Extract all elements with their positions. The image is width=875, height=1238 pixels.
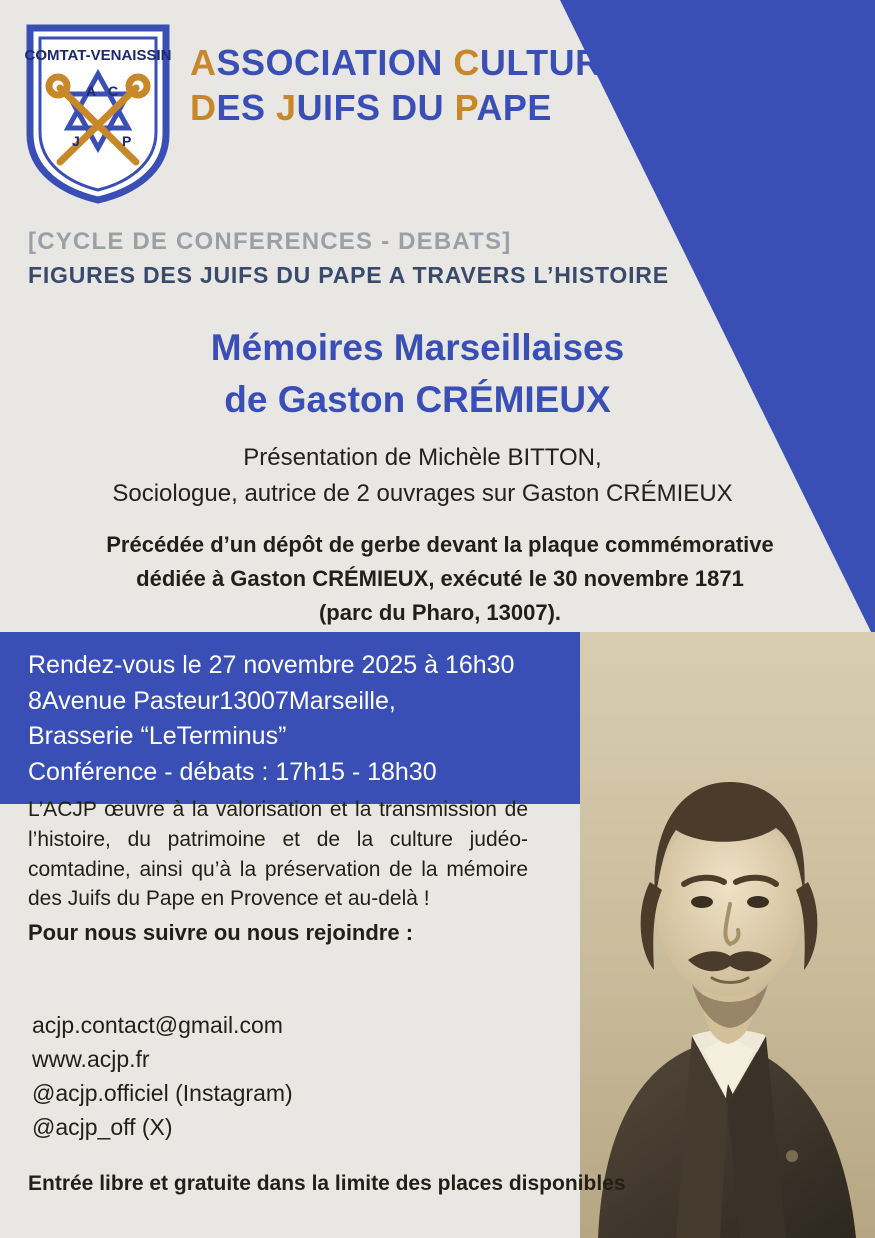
follow-us-label: Pour nous suivre ou nous rejoindre : xyxy=(28,920,414,945)
event-address: 8Avenue Pasteur13007Marseille, xyxy=(28,686,396,715)
svg-text:J: J xyxy=(72,133,80,149)
cycle-theme: FIGURES DES JUIFS DU PAPE A TRAVERS L’HISTOIRE xyxy=(28,262,669,288)
contact-list xyxy=(32,1008,552,1144)
ceremony-preamble xyxy=(55,528,825,630)
contact-x[interactable]: @acjp_off (X) xyxy=(32,1114,173,1141)
org-line1-rest2: ULTURELLE xyxy=(479,42,696,83)
svg-text:P: P xyxy=(122,133,132,149)
org-line1-cap-c: C xyxy=(453,42,480,83)
org-line1-rest1: SSOCIATION xyxy=(216,42,454,83)
org-line2-rest2: UIFS DU xyxy=(296,87,455,128)
event-title-line1: Mémoires Marseillaises xyxy=(210,327,625,368)
contact-email[interactable]: acjp.contact@gmail.com xyxy=(32,1012,283,1038)
contact-instagram[interactable]: @acjp.officiel (Instagram) xyxy=(32,1080,293,1107)
conference-cycle-heading xyxy=(28,228,669,289)
preamble-line1: Précédée d’un dépôt de gerbe devant la plaque commémorative xyxy=(106,532,774,557)
org-line1-cap-a: A xyxy=(190,42,217,83)
preamble-line2: dédiée à Gaston CRÉMIEUX, exécuté le 30 novembre 1871 xyxy=(136,566,744,592)
svg-text:A: A xyxy=(86,83,97,99)
org-line2-cap-j: J xyxy=(276,87,297,128)
speaker-name-line: Présentation de Michèle BITTON, xyxy=(243,444,602,471)
portrait-photo xyxy=(580,632,875,1238)
preamble-line3: (parc du Pharo, 13007). xyxy=(318,600,562,626)
event-datetime: Rendez-vous le 27 novembre 2025 à 16h30 xyxy=(28,651,515,679)
org-line2-cap-d: D xyxy=(190,87,217,128)
organisation-title-line1 xyxy=(190,40,696,85)
org-line2-rest3: APE xyxy=(476,87,552,128)
poster-header xyxy=(24,22,696,204)
event-schedule: Conférence - débats : 17h15 - 18h30 xyxy=(28,757,437,786)
event-title-line2: de Gaston CRÉMIEUX xyxy=(224,378,611,420)
speaker-info xyxy=(0,440,875,512)
event-venue: Brasserie “LeTerminus” xyxy=(28,722,287,750)
cycle-label: [CYCLE DE CONFERENCES - DEBATS] xyxy=(28,228,512,255)
organisation-title-line2 xyxy=(190,85,696,130)
crest-motto-text: COMTAT-VENAISSIN xyxy=(24,47,172,64)
svg-text:C: C xyxy=(108,83,119,99)
admission-note: Entrée libre et gratuite dans la limite des places disponibles xyxy=(28,1172,626,1195)
org-line2-rest1: ES xyxy=(216,87,277,128)
mission-statement: L’ACJP œuvre à la valorisation et la transmission de l’histoire, du patrimoine et de la culture judéo-comtadine, ainsi qu’à la préservation de la mémoire des Juifs du Pape en Provence et au-delà ! xyxy=(28,798,528,911)
speaker-credentials-line: Sociologue, autrice de 2 ouvrages sur Gaston CRÉMIEUX xyxy=(112,480,733,507)
org-line2-cap-p: P xyxy=(454,87,477,128)
event-title xyxy=(0,322,875,426)
event-details xyxy=(28,648,568,790)
organisation-title xyxy=(190,22,696,130)
association-crest-logo xyxy=(24,22,172,204)
contact-website[interactable]: www.acjp.fr xyxy=(32,1046,150,1073)
